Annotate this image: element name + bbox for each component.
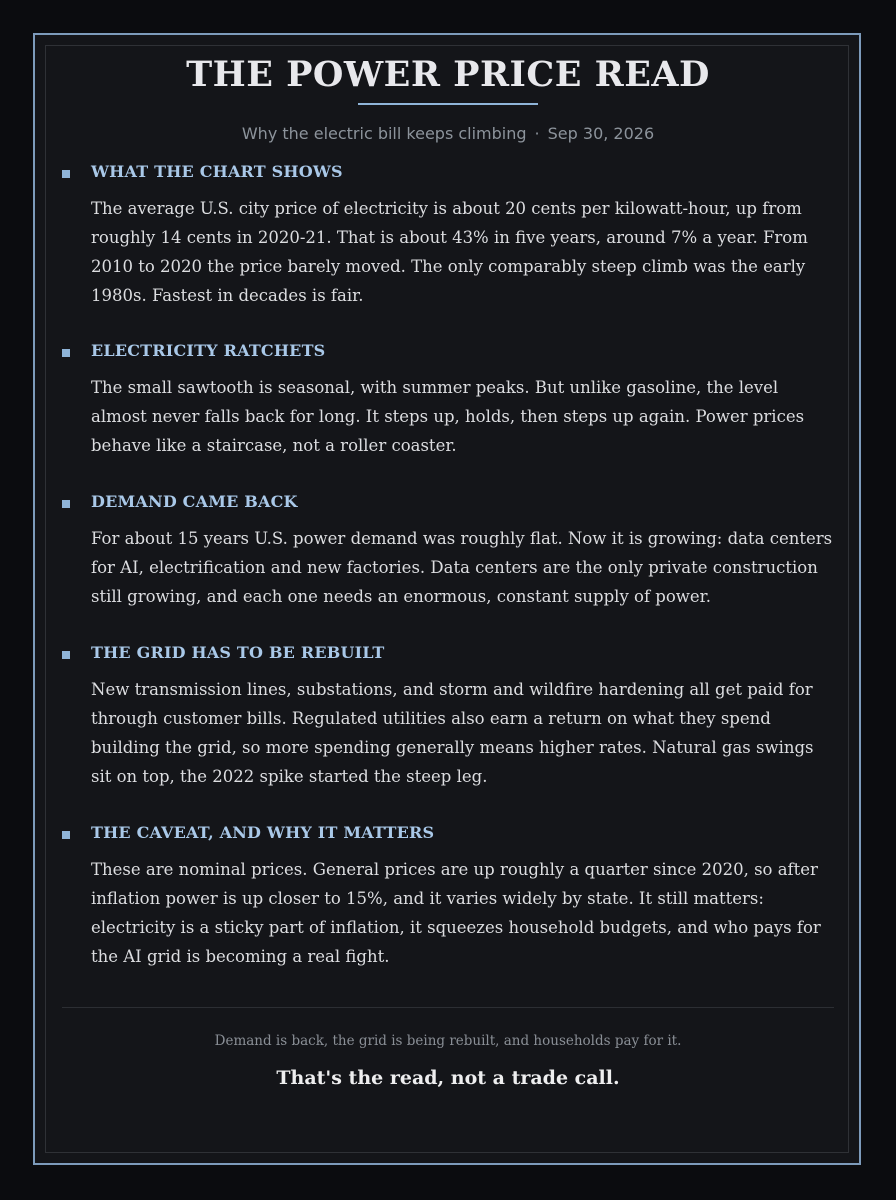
section-heading: ELECTRICITY RATCHETS <box>91 341 326 360</box>
square-bullet-icon <box>62 831 70 839</box>
section-body: New transmission lines, substations, and storm and wildfire hardening all get paid for through customer bills. Regulated utilities also earn a return on what they spend building the grid, so more spending generally means higher rates. Natural gas swings sit on top, the 2022 spike started the steep leg. <box>91 680 814 786</box>
subtitle-text: Why the electric bill keeps climbing <box>241 124 527 143</box>
section-body: These are nominal prices. General prices are up roughly a quarter since 2020, so after inflation power is up closer to 15%, and it varies widely by state. It still matters: electricity is a sticky part of inflation, it squeezes household budgets, and who pays for the AI grid is becoming a real fight. <box>91 860 821 966</box>
section-heading: DEMAND CAME BACK <box>91 492 298 511</box>
section-body: The small sawtooth is seasonal, with summer peaks. But unlike gasoline, the level almost never falls back for long. It steps up, holds, then steps up again. Power prices behave like a staircase, not a roller coaster. <box>91 378 805 455</box>
square-bullet-icon <box>62 349 70 357</box>
section-body: The average U.S. city price of electricity is about 20 cents per kilowatt-hour, up from roughly 14 cents in 2020-21. That is about 43% in five years, around 7% a year. From 2010 to 2020 the price barely moved. The only comparably steep climb was the early 1980s. Fastest in decades is fair. <box>91 199 808 305</box>
square-bullet-icon <box>62 651 70 659</box>
section-body: For about 15 years U.S. power demand was roughly flat. Now it is growing: data centers for AI, electrification and new factories. Data centers are the only private construction still growing, and each one needs an enormous, constant supply of power. <box>91 529 833 606</box>
subtitle-line <box>0 124 896 144</box>
square-bullet-icon <box>62 500 70 508</box>
subtitle-separator: · <box>534 124 540 143</box>
footer-divider <box>62 1007 834 1008</box>
footer-note: Demand is back, the grid is being rebuilt, and households pay for it. <box>214 1033 682 1049</box>
footer-closing-line: That's the read, not a trade call. <box>276 1067 620 1089</box>
section-heading: THE GRID HAS TO BE REBUILT <box>91 643 385 662</box>
page-title: THE POWER PRICE READ <box>186 54 710 95</box>
section-heading: WHAT THE CHART SHOWS <box>91 162 343 181</box>
square-bullet-icon <box>62 170 70 178</box>
publish-date: Sep 30, 2026 <box>547 124 655 143</box>
title-underline <box>358 103 538 105</box>
section-heading: THE CAVEAT, AND WHY IT MATTERS <box>91 823 435 842</box>
